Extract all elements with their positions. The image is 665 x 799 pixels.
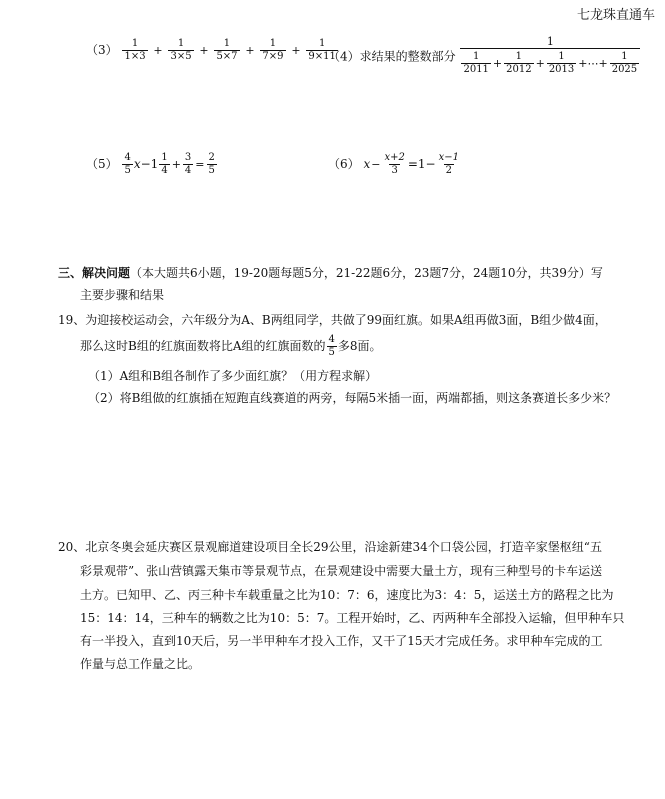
problem-3-label: （3） bbox=[86, 43, 118, 57]
section-3-desc-2: 主要步骤和结果 bbox=[80, 288, 165, 302]
q20-line-6: 作量与总工作量之比。 bbox=[80, 657, 201, 671]
section-3-title: 三、解决问题 bbox=[58, 266, 131, 280]
problem-4 bbox=[328, 36, 641, 76]
p3-term-2: $\frac{1}{3\times 5}$ bbox=[170, 38, 192, 62]
q20-line-3: 土方。已知甲、乙、丙三种卡车载重量之比为10：7：6，速度比为3：4：5，运送土方的路程之比为 bbox=[80, 588, 614, 602]
problem-4-label: （4）求结果的整数部分 bbox=[328, 49, 456, 64]
q20-line-1: 20、北京冬奥会延庆赛区景观廊道建设项目全长29公里，沿途新建34个口袋公园，打造辛家堡枢纽“五 bbox=[58, 540, 602, 554]
p4-term-3: $\frac{1}{2013}$ bbox=[548, 51, 575, 75]
section-3-header bbox=[58, 264, 603, 282]
p4-term-1: $\frac{1}{2011}$ bbox=[463, 51, 489, 75]
q20-line-2: 彩景观带”、张山营镇露天集市等景观节点，在景观建设中需要大量土方，现有三种型号的卡车运送 bbox=[80, 564, 603, 578]
q19-fraction: $\frac{4}{5}$ bbox=[328, 334, 335, 358]
p4-term-4: $\frac{1}{2025}$ bbox=[611, 51, 638, 75]
problem-6: （6） x− $\frac{x+2}{3}$ =1− $\frac{x-1}{2}$ bbox=[328, 152, 459, 176]
p4-term-2: $\frac{1}{2012}$ bbox=[506, 51, 532, 75]
p3-term-3: $\frac{1}{5\times 7}$ bbox=[216, 38, 238, 62]
p5-frac-b: $\frac{1}{4}$ bbox=[161, 152, 168, 176]
p5-frac-a: $\frac{4}{5}$ bbox=[124, 152, 131, 176]
problem-3: （3） $\frac{1}{1\times 3}$ + $\frac{1}{3\times 5}$ + $\frac{1}{5\times 7}$ + $\frac{1}{7\times 9}$ + $\frac{1}{9\times 11}$ bbox=[86, 38, 336, 62]
q19-line-2: 那么这时B组的红旗面数将比A组的红旗面数的 $\frac{4}{5}$ 多8面。 bbox=[80, 334, 382, 358]
problem-5-label: （5） bbox=[86, 157, 118, 171]
p5-frac-d: $\frac{2}{5}$ bbox=[208, 152, 215, 176]
p4-big-fraction: 1 $\frac{1}{2011}$ + $\frac{1}{2012}$ + $\frac{1}{2013}$ +⋯+ $\frac{1}{2025}$ bbox=[460, 36, 640, 76]
p6-frac-b: $\frac{x-1}{2}$ bbox=[438, 152, 459, 176]
header-brand: 七龙珠直通车 bbox=[576, 8, 655, 23]
p5-frac-c: $\frac{3}{4}$ bbox=[184, 152, 192, 176]
section-3-desc: （本大题共6小题，19-20题每题5分，21-22题6分，23题7分，24题10分，共39分）写 bbox=[130, 266, 603, 280]
q19-sub-1: （1）A组和B组各制作了多少面红旗？（用方程求解） bbox=[88, 369, 378, 383]
p3-term-1: $\frac{1}{1\times 3}$ bbox=[124, 38, 146, 62]
p3-term-4: $\frac{1}{7\times 9}$ bbox=[262, 38, 284, 62]
q19-sub-2: （2）将B组做的红旗插在短跑直线赛道的两旁，每隔5米插一面，两端都插，则这条赛道长多少米？ bbox=[88, 391, 617, 405]
p3-term-5: $\frac{1}{9\times 11}$ bbox=[308, 38, 336, 62]
q20-line-5: 有一半投入，直到10天后，另一半甲种车才投入工作，又干了15天才完成任务。求甲种车完成的工 bbox=[80, 634, 603, 648]
problem-5: （5） $\frac{4}{5}$ x−1 $\frac{1}{4}$ + $\frac{3}{4}$ = $\frac{2}{5}$ bbox=[86, 152, 215, 176]
problem-6-label: （6） bbox=[328, 157, 360, 171]
q19-line-1: 19、为迎接校运动会，六年级分为A、B两组同学，共做了99面红旗。如果A组再做3面，B组少做4面， bbox=[58, 313, 607, 327]
q20-line-4: 15：14：14，三种车的辆数之比为10：5：7。工程开始时，乙、丙两种车全部投入运输，但甲种车只 bbox=[80, 611, 625, 625]
p6-frac-a: $\frac{x+2}{3}$ bbox=[384, 152, 405, 176]
